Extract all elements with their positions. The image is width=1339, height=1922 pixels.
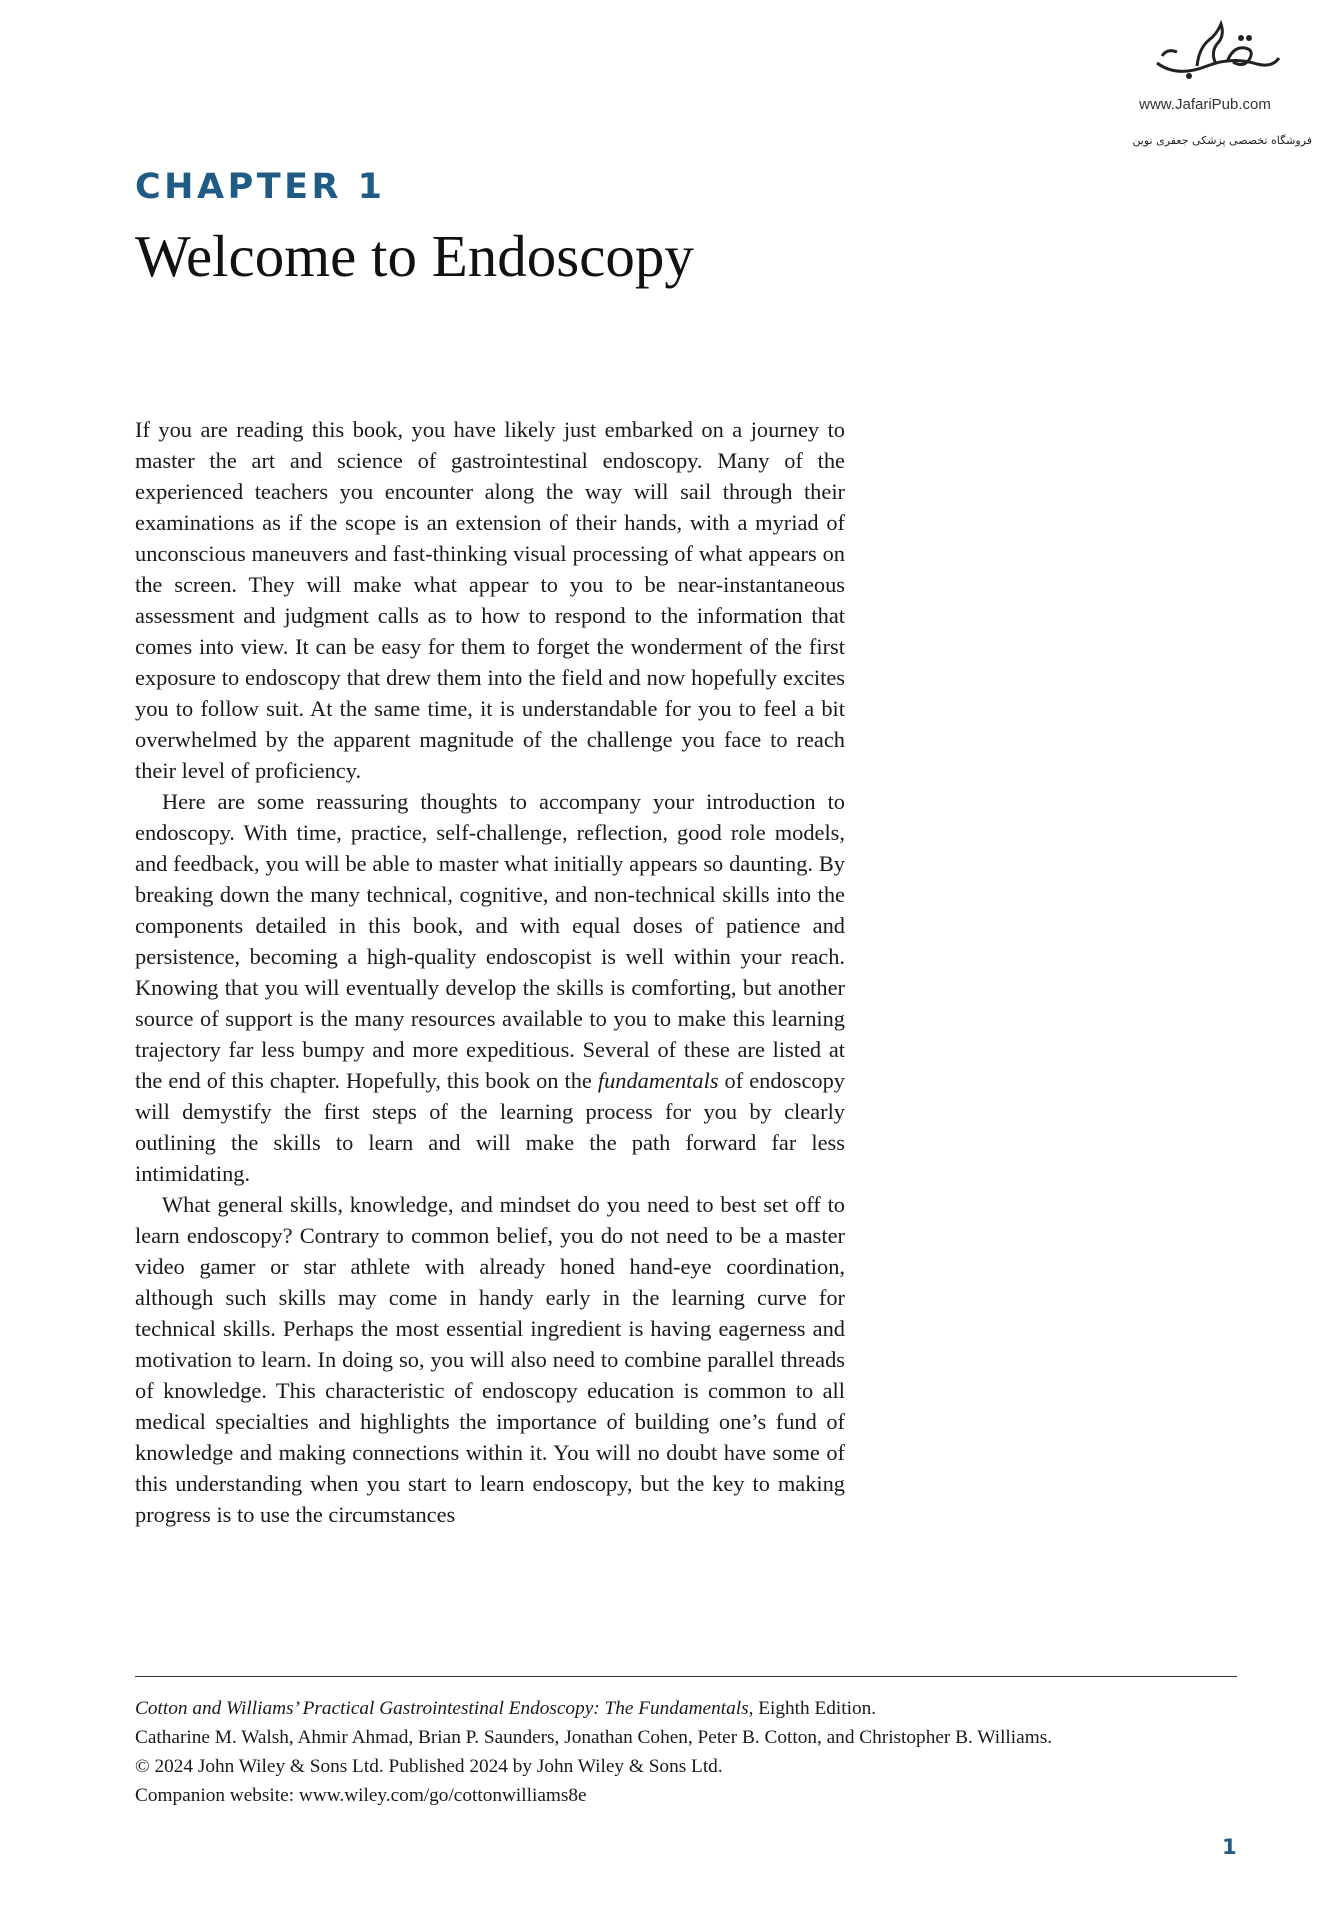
calligraphy-logo-icon xyxy=(1137,18,1287,88)
citation-edition: , Eighth Edition. xyxy=(748,1698,877,1719)
chapter-title: Welcome to Endoscopy xyxy=(135,223,694,289)
citation-title-line xyxy=(135,1694,1245,1723)
paragraph-1: If you are reading this book, you have likely just embarked on a journey to master the art and science of gastrointestinal endoscopy. Many of the experienced teachers you encounter along the way will sail through their examinations as if the scope is an extension of their hands, with a myriad of unconscious maneuvers and fast-thinking visual processing of what appears on the screen. They will make what appear to you to be near-instantaneous assessment and judgment calls as to how to respond to the information that comes into view. It can be easy for them to forget the wonderment of the first exposure to endoscopy that drew them into the field and now hopefully excites you to follow suit. At the same time, it is understandable for you to feel a bit overwhelmed by the apparent magnitude of the challenge you face to reach their level of proficiency. xyxy=(135,417,845,783)
citation-block xyxy=(135,1694,1245,1810)
footer-divider xyxy=(135,1676,1237,1677)
page-number: 1 xyxy=(1222,1835,1237,1859)
paragraph-2 xyxy=(135,786,845,1189)
body-text xyxy=(135,414,845,1530)
paragraph-2-part-b: of endoscopy will demystify the first steps of the learning process for you by clearly outlining the skills to learn and will make the path forward far less intimidating. xyxy=(135,1068,845,1186)
paragraph-2-part-a: Here are some reassuring thoughts to accompany your introduction to endoscopy. With time, practice, self-challenge, reflection, good role models, and feedback, you will be able to master what initially appears so daunting. By breaking down the many technical, cognitive, and non-technical skills into the components detailed in this book, and with equal doses of patience and persistence, becoming a high-quality endoscopist is well within your reach. Knowing that you will eventually develop the skills is comforting, but another source of support is the many resources available to you to make this learning trajectory far less bumpy and more expeditious. Several of these are listed at the end of this chapter. Hopefully, this book on the xyxy=(135,789,845,1093)
paragraph-2-emphasis: fundamentals xyxy=(597,1068,719,1093)
citation-copyright: © 2024 John Wiley & Sons Ltd. Published 2024 by John Wiley & Sons Ltd. xyxy=(135,1756,723,1777)
logo-tagline: فروشگاه تخصصی پزشکی جعفری نوین xyxy=(1132,134,1312,147)
citation-authors: Catharine M. Walsh, Ahmir Ahmad, Brian P. Saunders, Jonathan Cohen, Peter B. Cotton, and Christopher B. Williams. xyxy=(135,1727,1053,1748)
publisher-logo[interactable] xyxy=(1105,18,1335,153)
chapter-label: CHAPTER 1 xyxy=(135,167,386,207)
paragraph-3: What general skills, knowledge, and mindset do you need to best set off to learn endoscopy? Contrary to common belief, you do not need to be a master video gamer or star athlete with already honed hand-eye coordination, although such skills may come in handy early in the learning curve for technical skills. Perhaps the most essential ingredient is having eagerness and motivation to learn. In doing so, you will also need to combine parallel threads of knowledge. This characteristic of endoscopy education is common to all medical specialties and highlights the importance of building one’s fund of knowledge and making connections within it. You will no doubt have some of this understanding when you start to learn endoscopy, but the key to making progress is to use the circumstances xyxy=(135,1192,845,1527)
citation-book-title: Cotton and Williams’ Practical Gastrointestinal Endoscopy: The Fundamentals xyxy=(135,1698,749,1719)
citation-companion-website[interactable]: Companion website: www.wiley.com/go/cottonwilliams8e xyxy=(135,1785,587,1806)
logo-url[interactable]: www.JafariPub.com xyxy=(1139,96,1271,113)
